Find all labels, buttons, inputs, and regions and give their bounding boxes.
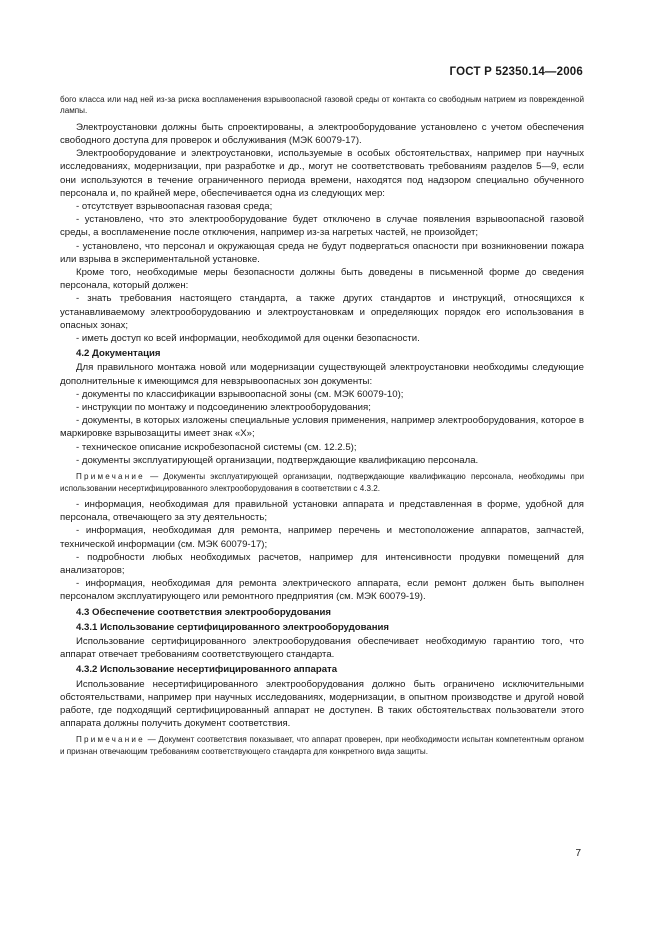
list-item: - инструкции по монтажу и подсоединению электрооборудования; xyxy=(76,402,371,414)
paragraph: Электрооборудование и электроустановки, используемые в особых обстоятельствах, например при научных исследованиях, модернизации, при разработке и др., могут не соответствовать требованиям разделов 5—9, если они используются в течение ограниченного периода времени, находятся под надзором специально обученного персонала и, по крайней мере, обеспечивается одна из следующих мер: xyxy=(60,148,584,199)
paragraph: Кроме того, необходимые меры безопасности должны быть доведены в письменной форме до сведения персонала, который должен: xyxy=(60,267,584,292)
note xyxy=(60,471,584,494)
list-item: - установлено, что это электрооборудование будет отключено в случае появления взрывоопасной газовой среды, а воспламенение после отключения, например из-за нагретых частей, не произойдет; xyxy=(60,214,584,239)
page-number: 7 xyxy=(575,848,581,859)
section-heading: 4.2 Документация xyxy=(76,348,161,360)
list-item: - техническое описание искробезопасной системы (см. 12.2.5); xyxy=(76,441,357,453)
paragraph: Использование несертифицированного электрооборудования должно быть ограничено исключительными обстоятельствами, например при научных исследованиях, модернизации, в опытном производстве и другой новой работе, где подходящий сертифицированный аппарат не доступен. В таких обстоятельствах пользователи этого аппарата должны получить документ соответствия. xyxy=(60,678,584,730)
body-text xyxy=(60,94,584,757)
list-item: - документы эксплуатирующей организации, подтверждающие квалификацию персонала. xyxy=(76,454,479,466)
list-item: - отсутствует взрывоопасная газовая среда; xyxy=(76,201,273,213)
list-item: - иметь доступ ко всей информации, необходимой для оценки безопасности. xyxy=(76,333,420,345)
paragraph: Электроустановки должны быть спроектированы, а электрооборудование установлено с учетом обеспечения свободного доступа для проверок и обслуживания (МЭК 60079-17). xyxy=(60,121,584,147)
list-item: - знать требования настоящего стандарта, а также других стандартов и инструкций, относящихся к устанавливаемому электрооборудованию и электроустановкам и определяющих порядок его использования в опасных зонах; xyxy=(60,293,584,331)
subsection-heading: 4.3.2 Использование несертифицированного аппарата xyxy=(76,664,338,676)
note-label: Примечание xyxy=(76,472,145,482)
list-item: - документы, в которых изложены специальные условия применения, например электрооборудования, которое в маркировке взрывозащиты имеет знак «X»; xyxy=(60,415,584,440)
list-item: - информация, необходимая для ремонта, например перечень и местоположение аппаратов, запчастей, технической информации (см. МЭК 60079-17); xyxy=(60,525,584,550)
note-text: — Документы эксплуатирующей организации, подтверждающие квалификацию персонала, необходимы при использовании несертифицированного электрооборудования в соответствии с 4.3.2. xyxy=(60,472,584,493)
list-item: - документы по классификации взрывоопасной зоны (см. МЭК 60079-10); xyxy=(76,388,404,400)
section-heading: 4.3 Обеспечение соответствия электрооборудования xyxy=(76,606,331,618)
list-item: - установлено, что персонал и окружающая среда не будут подвергаться опасности при возникновении пожара или взрыва в экспериментальной установке. xyxy=(60,240,584,265)
note-label: Примечание xyxy=(76,735,145,745)
list-item: - информация, необходимая для правильной установки аппарата и представленная в форме, удобной для персонала, отвечающего за эту деятельность; xyxy=(60,498,584,524)
list-item: - информация, необходимая для ремонта электрического аппарата, если ремонт должен быть выполнен персоналом эксплуатирующего или ремонтного предприятия (см. МЭК 60079-19). xyxy=(60,578,584,603)
note xyxy=(60,734,584,757)
paragraph: Использование сертифицированного электрооборудования обеспечивает необходимую гарантию того, что аппарат отвечает требованиям соответствующего стандарта. xyxy=(60,635,584,661)
paragraph-continuation: бого класса или над ней из-за риска воспламенения взрывоопасной газовой среды от контакта со свободным натрием из поврежденной лампы. xyxy=(60,95,584,116)
list-item: - подробности любых необходимых расчетов, например для интенсивности продувки помещений для анализаторов; xyxy=(60,551,584,576)
document-id: ГОСТ Р 52350.14—2006 xyxy=(449,66,583,78)
note-text: — Документ соответствия показывает, что аппарат проверен, при необходимости испытан компетентным органом и признан отвечающим требованиям соответствующего стандарта для конкретного вида защиты. xyxy=(60,735,584,756)
paragraph: Для правильного монтажа новой или модернизации существующей электроустановки необходимы следующие дополнительные к имеющимся для невзрывоопасных зон документы: xyxy=(60,362,584,387)
subsection-heading: 4.3.1 Использование сертифицированного электрооборудования xyxy=(76,621,389,633)
